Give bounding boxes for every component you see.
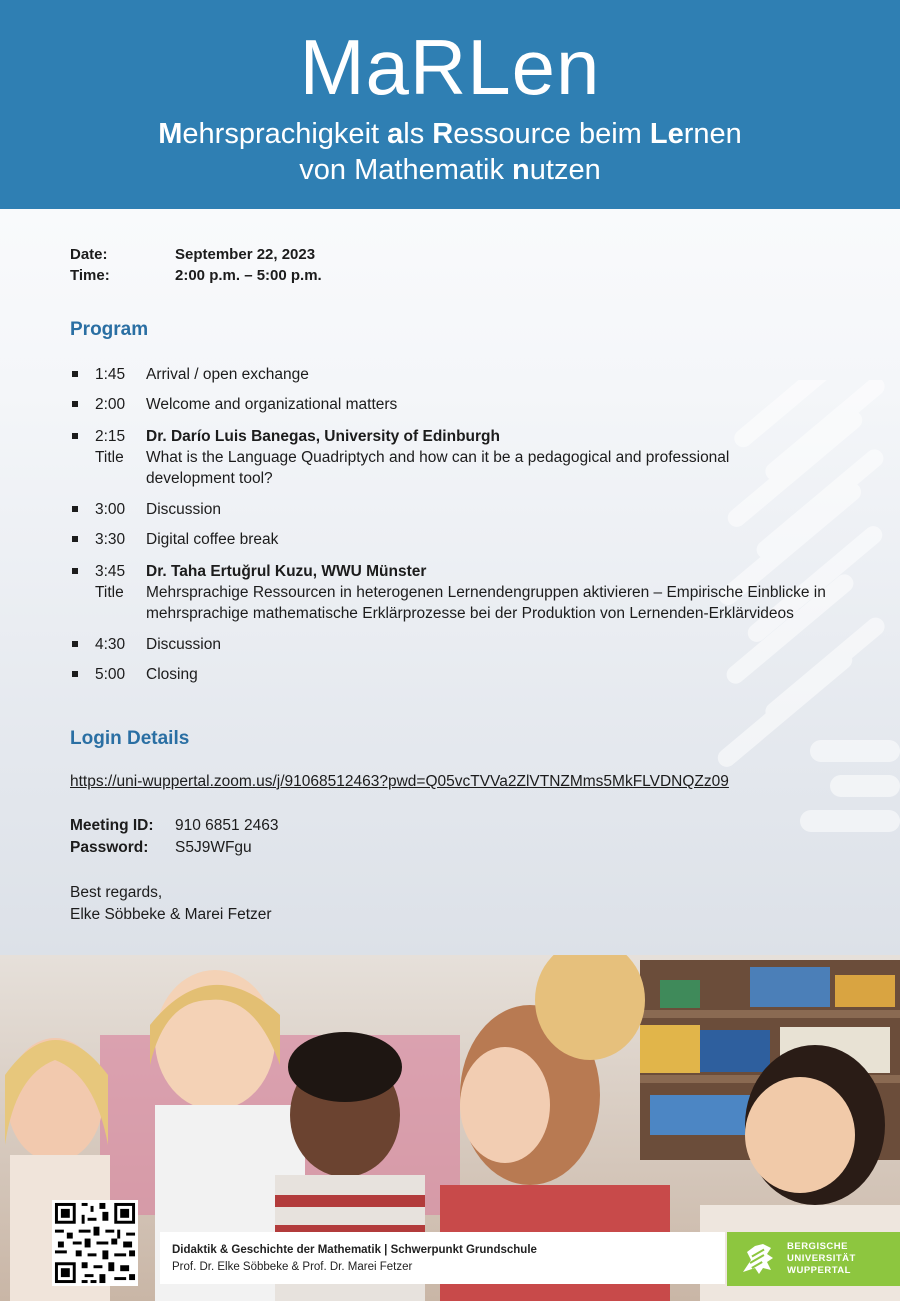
bullet-icon [72,506,78,512]
program-time: 3:00 [95,501,126,518]
page-title: MaRLen [299,23,601,111]
uni-line-3: WUPPERTAL [787,1265,851,1276]
time-row [70,267,322,284]
talk-title: Mehrsprachige Ressourcen in heterogenen Lernendengruppen aktivieren – Empirische Einblicke in mehrsprachige mathematische Erklärprozesse bei der Produktion von Lernenden-Erklärvideos [146,584,826,622]
program-desc: Discussion [146,501,221,518]
speaker-name: Dr. Taha Ertuğrul Kuzu, WWU Münster [146,563,427,580]
speaker-name: Dr. Darío Luis Banegas, University of Edinburgh [146,428,500,445]
lion-icon [737,1238,779,1280]
university-logo[interactable] [727,1232,900,1286]
program-time: 2:00 [95,396,126,413]
footer-department: Didaktik & Geschichte der Mathematik | Schwerpunkt Grundschule [172,1244,537,1256]
program-time: 1:45 [95,366,126,383]
footer-professors: Prof. Dr. Elke Söbbeke & Prof. Dr. Marei Fetzer [172,1261,413,1273]
meeting-id-row [70,817,279,835]
title-label: Title [95,584,124,601]
footer-bar [160,1232,725,1284]
greeting: Best regards, [70,884,163,901]
subtitle-part: utzen [529,154,601,186]
subtitle-part: essource beim [453,118,650,150]
talk-title: What is the Language Quadriptych and how can it be a pedagogical and professional development tool? [146,449,730,487]
program-time: 3:45 [95,563,126,580]
program-time: 3:30 [95,531,126,548]
login-heading: Login Details [70,728,190,749]
subtitle-bold-part: n [512,154,530,186]
subtitle-part: ls [403,118,433,150]
bullet-icon [72,568,78,574]
uni-line-1: BERGISCHE [787,1241,848,1252]
bullet-icon [72,536,78,542]
program-desc: Discussion [146,636,221,653]
bullet-icon [72,671,78,677]
subtitle-line-2 [0,152,900,188]
program-time: 2:15 [95,428,126,445]
program-desc: Closing [146,666,198,683]
zoom-link[interactable]: https://uni-wuppertal.zoom.us/j/91068512463?pwd=Q05vcTVVa2ZlVTNZMms5MkFLVDNQZz09 [70,773,729,790]
password-label: Password: [70,839,149,856]
program-heading: Program [70,319,149,340]
university-name [787,1241,856,1277]
bullet-icon [72,433,78,439]
bullet-icon [72,641,78,647]
subtitle-bold-part: R [432,118,454,150]
program-speaker [146,561,846,582]
password-value: S5J9WFgu [175,839,252,856]
meeting-id-value: 910 6851 2463 [175,817,279,834]
time-value: 2:00 p.m. – 5:00 p.m. [175,267,322,284]
closing-block [70,882,272,926]
subtitle-bold-part: a [387,118,404,150]
qr-code[interactable] [52,1200,138,1286]
time-label: Time: [70,267,110,284]
program-desc: Arrival / open exchange [146,366,309,383]
subtitle-part: rnen [683,118,742,150]
program-speaker [146,426,846,447]
header-banner [0,0,900,209]
date-label: Date: [70,246,108,263]
subtitle-part: von Mathematik [299,154,513,186]
subtitle-line-1 [0,116,900,152]
uni-line-2: UNIVERSITÄT [787,1253,856,1264]
signature-names: Elke Söbbeke & Marei Fetzer [70,906,272,923]
password-row [70,839,252,857]
bullet-icon [72,401,78,407]
date-value: September 22, 2023 [175,246,316,263]
title-label: Title [95,449,124,466]
subtitle-part: ehrsprachigkeit [182,118,388,150]
program-desc: Welcome and organizational matters [146,396,398,413]
meeting-id-label: Meeting ID: [70,817,154,834]
program-desc: Digital coffee break [146,531,279,548]
program-time: 5:00 [95,666,126,683]
subtitle-bold-part: M [158,118,183,150]
date-row [70,246,316,263]
page-subtitle [0,116,900,188]
program-time: 4:30 [95,636,126,653]
subtitle-bold-part: Le [649,118,684,150]
bullet-icon [72,371,78,377]
